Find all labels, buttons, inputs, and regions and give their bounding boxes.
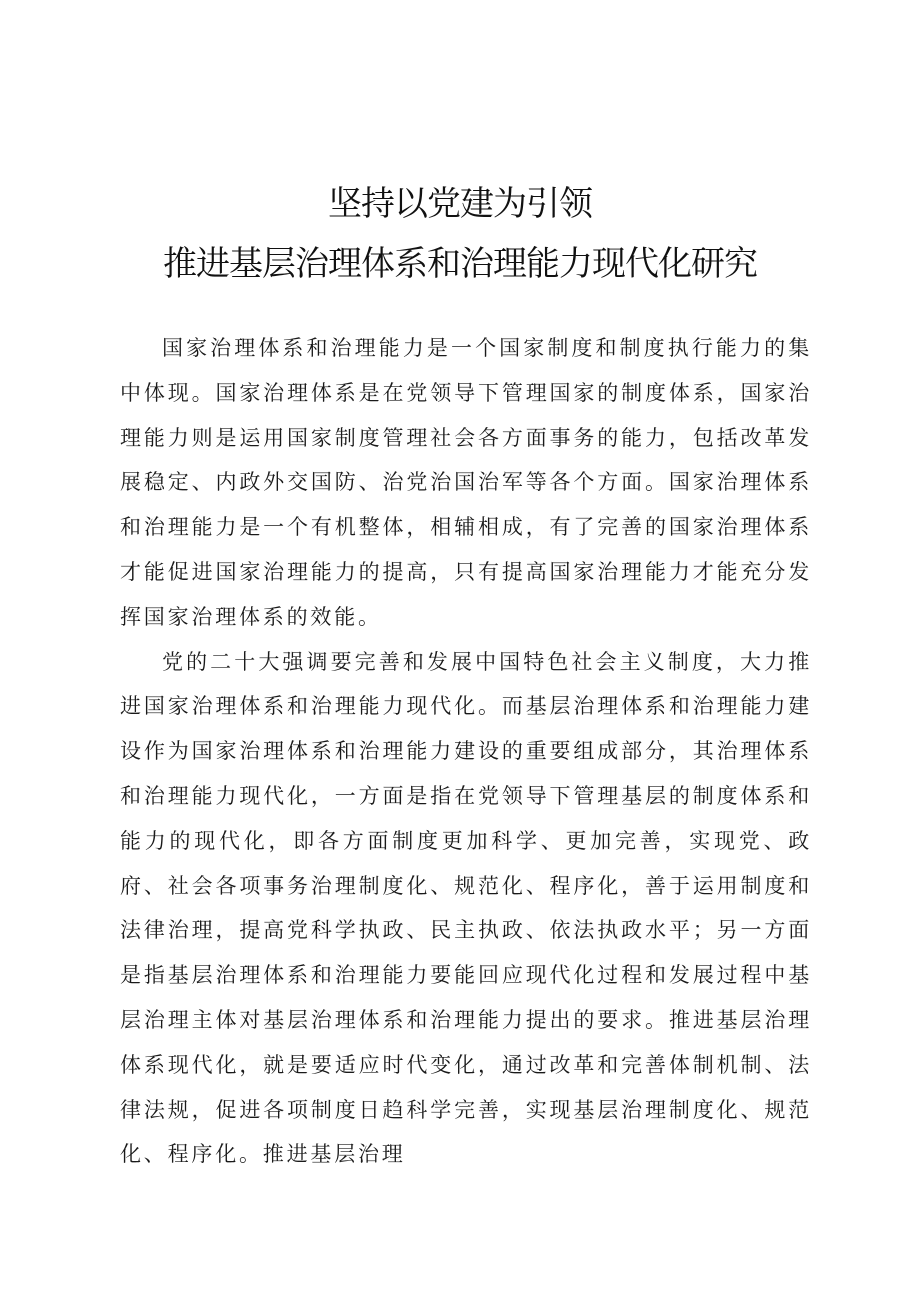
document-body xyxy=(120,326,812,1177)
paragraph-2: 党的二十大强调要完善和发展中国特色社会主义制度，大力推进国家治理体系和治理能力现代化。而基层治理体系和治理能力建设作为国家治理体系和治理能力建设的重要组成部分，其治理体系和治理能力现代化，一方面是指在党领导下管理基层的制度体系和能力的现代化，即各方面制度更加科学、更加完善，实现党、政府、社会各项事务治理制度化、规范化、程序化，善于运用制度和法律治理，提高党科学执政、民主执政、依法执政水平；另一方面是指基层治理体系和治理能力要能回应现代化过程和发展过程中基层治理主体对基层治理体系和治理能力提出的要求。推进基层治理体系现代化，就是要适应时代变化，通过改革和完善体制机制、法律法规，促进各项制度日趋科学完善，实现基层治理制度化、规范化、程序化。推进基层治理 xyxy=(120,649,812,1167)
paragraph-1: 国家治理体系和治理能力是一个国家制度和制度执行能力的集中体现。国家治理体系是在党领导下管理国家的制度体系，国家治理能力则是运用国家制度管理社会各方面事务的能力，包括改革发展稳定、内政外交国防、治党治国治军等各个方面。国家治理体系和治理能力是一个有机整体，相辅相成，有了完善的国家治理体系才能促进国家治理能力的提高，只有提高国家治理能力才能充分发挥国家治理体系的效能。 xyxy=(120,336,812,629)
title-line-2: 推进基层治理体系和治理能力现代化研究 xyxy=(163,244,757,284)
title-line-1: 坚持以党建为引领 xyxy=(328,184,592,224)
document-title xyxy=(0,174,920,294)
